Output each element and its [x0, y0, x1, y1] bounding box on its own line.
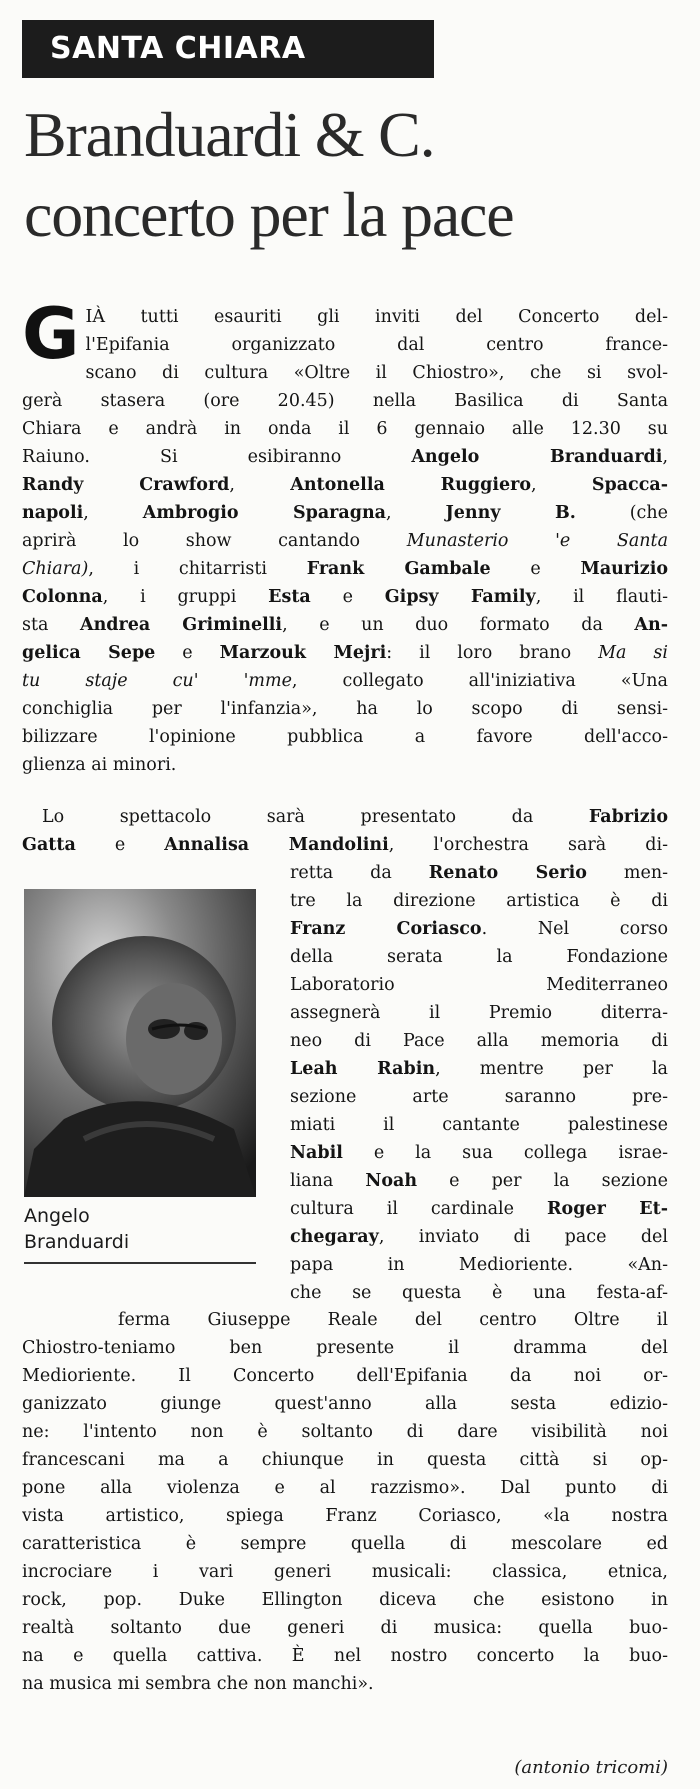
bold-name: An- [634, 615, 668, 635]
text-run: della serata la Fondazione [290, 947, 668, 967]
text-run: , [531, 475, 592, 495]
text-line [290, 1223, 668, 1251]
text-run: men- [586, 863, 668, 883]
portrait-image [24, 889, 256, 1197]
text-line [22, 1642, 668, 1670]
text-line [22, 1362, 668, 1390]
text-run: bilizzare l'opinione pubblica a favore dell'acco- [22, 727, 668, 747]
bold-name: Gipsy Family [384, 587, 536, 607]
bold-name: Nabil [290, 1143, 343, 1163]
text-run: l'Epifania organizzato dal centro france- [85, 335, 668, 355]
article-paragraph-2-intro [22, 803, 668, 859]
text-line [22, 387, 668, 415]
text-run: , [662, 447, 668, 467]
bold-name: Marzouk Mejri [219, 643, 387, 663]
text-line [22, 751, 668, 779]
bold-name: gelica Sepe [22, 643, 156, 663]
article-paragraph-2-tail [22, 1306, 668, 1698]
bold-name: Gatta [22, 835, 76, 855]
bold-name: Antonella Ruggiero [290, 475, 532, 495]
text-line [85, 303, 668, 331]
text-run: aprirà lo show cantando [22, 531, 407, 551]
text-run: Laboratorio Mediterraneo [290, 975, 668, 995]
text-run: Raiuno. Si esibiranno [22, 447, 412, 467]
text-line [22, 695, 668, 723]
text-line [290, 859, 668, 887]
text-line [290, 1279, 668, 1307]
bold-name: Fabrizio [588, 807, 668, 827]
text-run: Medioriente. Il Concerto dell'Epifania da noi or- [22, 1366, 668, 1386]
text-line [22, 415, 668, 443]
bold-name: Randy Crawford [22, 475, 230, 495]
italic-title: Chiara) [22, 559, 89, 579]
text-line [290, 1055, 668, 1083]
bold-name: chegaray [290, 1227, 379, 1247]
bold-name: Jenny B. [445, 503, 576, 523]
text-line [22, 1558, 668, 1586]
text-line [22, 1446, 668, 1474]
text-line [290, 971, 668, 999]
text-run: ferma Giuseppe Reale del centro Oltre il [118, 1310, 668, 1330]
text-line [22, 639, 668, 667]
text-line [22, 667, 668, 695]
text-run: miati il cantante palestinese [290, 1115, 668, 1135]
text-line [290, 1111, 668, 1139]
italic-title: tu staje cu' 'mme [22, 671, 292, 691]
article-paragraph-2-wrap [290, 859, 668, 1307]
text-line [22, 1306, 668, 1334]
text-line [22, 803, 668, 831]
text-run: pone alla violenza e al razzismo». Dal punto di [22, 1478, 668, 1498]
headline-line-1: Branduardi & C. [24, 99, 435, 170]
text-line [290, 1027, 668, 1055]
text-run: e la sua collega israe- [342, 1143, 668, 1163]
bold-name: Colonna [22, 587, 103, 607]
section-kicker: SANTA CHIARA [22, 20, 434, 78]
text-line [290, 1083, 668, 1111]
text-line [22, 1502, 668, 1530]
text-run: : il loro brano [386, 643, 599, 663]
text-line [85, 331, 668, 359]
text-run: Lo spettacolo sarà presentato da [42, 807, 589, 827]
text-line [290, 1139, 668, 1167]
text-run: IÀ tutti esauriti gli inviti del Concerto del- [85, 307, 668, 327]
photo-caption [24, 1203, 256, 1255]
text-run: ne: l'intento non è soltanto di dare visibilità noi [22, 1422, 668, 1442]
text-line [290, 1167, 668, 1195]
text-run: , l'orchestra sarà di- [388, 835, 668, 855]
text-run: rock, pop. Duke Ellington diceva che esistono in [22, 1590, 668, 1610]
headline-line-2: concerto per la pace [24, 179, 514, 250]
text-line [22, 1474, 668, 1502]
text-line [85, 359, 668, 387]
caption-line-1: Angelo [24, 1205, 90, 1227]
text-line [22, 1390, 668, 1418]
text-run: ganizzato giunge quest'anno alla sesta edizio- [22, 1394, 668, 1414]
bold-name: Angelo Branduardi [411, 447, 663, 467]
text-run: , collegato all'iniziativa «Una [291, 671, 668, 691]
text-line [22, 443, 668, 471]
text-run: che se questa è una festa-af- [290, 1283, 668, 1303]
text-run: glienza ai minori. [22, 755, 177, 775]
text-line [290, 943, 668, 971]
text-line [22, 723, 668, 751]
italic-title: Ma si [598, 643, 668, 663]
bold-name: Spacca- [591, 475, 668, 495]
drop-cap: G [22, 293, 80, 375]
text-run: papa in Medioriente. «An- [290, 1255, 668, 1275]
text-run: e [75, 835, 165, 855]
bold-name: Roger Et- [546, 1199, 668, 1219]
text-line [22, 1334, 668, 1362]
bold-name: Maurizio [580, 559, 668, 579]
text-run: sezione arte saranno pre- [290, 1087, 668, 1107]
bold-name: Annalisa Mandolini [164, 835, 389, 855]
text-run: e [310, 587, 385, 607]
bold-name: Noah [365, 1171, 418, 1191]
text-run: , i chitarristi [88, 559, 307, 579]
text-run: francescani ma a chiunque in questa città si op- [22, 1450, 668, 1470]
bold-name: Andrea Griminelli [80, 615, 283, 635]
headline [24, 95, 684, 255]
bold-name: Renato Serio [428, 863, 587, 883]
text-line [290, 887, 668, 915]
paragraph-1-lines [22, 293, 668, 779]
text-run: conchiglia per l'infanzia», ha lo scopo di sensi- [22, 699, 668, 719]
text-line [22, 1530, 668, 1558]
text-line [22, 555, 668, 583]
text-run: , [386, 503, 446, 523]
text-line [22, 1418, 668, 1446]
text-run: Chiostro-teniamo ben presente il dramma del [22, 1338, 668, 1358]
text-run: retta da [290, 863, 429, 883]
bold-name: Leah Rabin [290, 1059, 436, 1079]
text-line [22, 499, 668, 527]
bold-name: Esta [268, 587, 311, 607]
text-run: . Nel corso [481, 919, 668, 939]
text-run: , mentre per la [435, 1059, 668, 1079]
text-line [22, 471, 668, 499]
text-run: Chiara e andrà in onda il 6 gennaio alle 12.30 su [22, 419, 668, 439]
portrait-photo [24, 889, 256, 1197]
text-line [290, 915, 668, 943]
text-line [290, 999, 668, 1027]
text-run: na e quella cattiva. È nel nostro concerto la buo- [22, 1646, 668, 1666]
text-run: na musica mi sembra che non manchi». [22, 1674, 374, 1694]
text-run: e per la sezione [417, 1171, 668, 1191]
bold-name: napoli [22, 503, 84, 523]
text-run: (che [575, 503, 668, 523]
text-run: scano di cultura «Oltre il Chiostro», che si svol- [85, 363, 668, 383]
text-run: incrociare i vari generi musicali: classica, etnica, [22, 1562, 668, 1582]
bold-name: Ambrogio Sparagna [142, 503, 387, 523]
caption-line-2: Branduardi [24, 1231, 130, 1253]
text-run: realtà soltanto due generi di musica: quella buo- [22, 1618, 668, 1638]
text-run: neo di Pace alla memoria di [290, 1031, 668, 1051]
text-line [22, 1586, 668, 1614]
text-run: e [155, 643, 220, 663]
text-line [22, 1670, 668, 1698]
text-line [22, 583, 668, 611]
article-paragraph-1 [22, 293, 668, 779]
text-line [22, 831, 668, 859]
text-run: vista artistico, spiega Franz Coriasco, «la nostra [22, 1506, 668, 1526]
text-run: , [83, 503, 143, 523]
text-line [22, 527, 668, 555]
text-run: , [229, 475, 291, 495]
text-run: tre la direzione artistica è di [290, 891, 668, 911]
text-line [22, 1614, 668, 1642]
text-line [22, 611, 668, 639]
byline: (antonio tricomi) [514, 1757, 668, 1778]
text-run: liana [290, 1171, 366, 1191]
text-run: cultura il cardinale [290, 1199, 547, 1219]
text-run: , e un duo formato da [282, 615, 635, 635]
text-run: , i gruppi [102, 587, 269, 607]
italic-title: Munasterio 'e Santa [406, 531, 668, 551]
text-run: , il flauti- [535, 587, 668, 607]
text-run: gerà stasera (ore 20.45) nella Basilica di Santa [22, 391, 668, 411]
text-run: e [490, 559, 581, 579]
text-run: caratteristica è sempre quella di mescolare ed [22, 1534, 668, 1554]
bold-name: Frank Gambale [306, 559, 491, 579]
text-run: assegnerà il Premio diterra- [290, 1003, 668, 1023]
text-line [290, 1251, 668, 1279]
text-run: sta [22, 615, 80, 635]
text-run: , inviato di pace del [378, 1227, 668, 1247]
text-line [290, 1195, 668, 1223]
bold-name: Franz Coriasco [290, 919, 482, 939]
caption-rule [24, 1262, 256, 1264]
